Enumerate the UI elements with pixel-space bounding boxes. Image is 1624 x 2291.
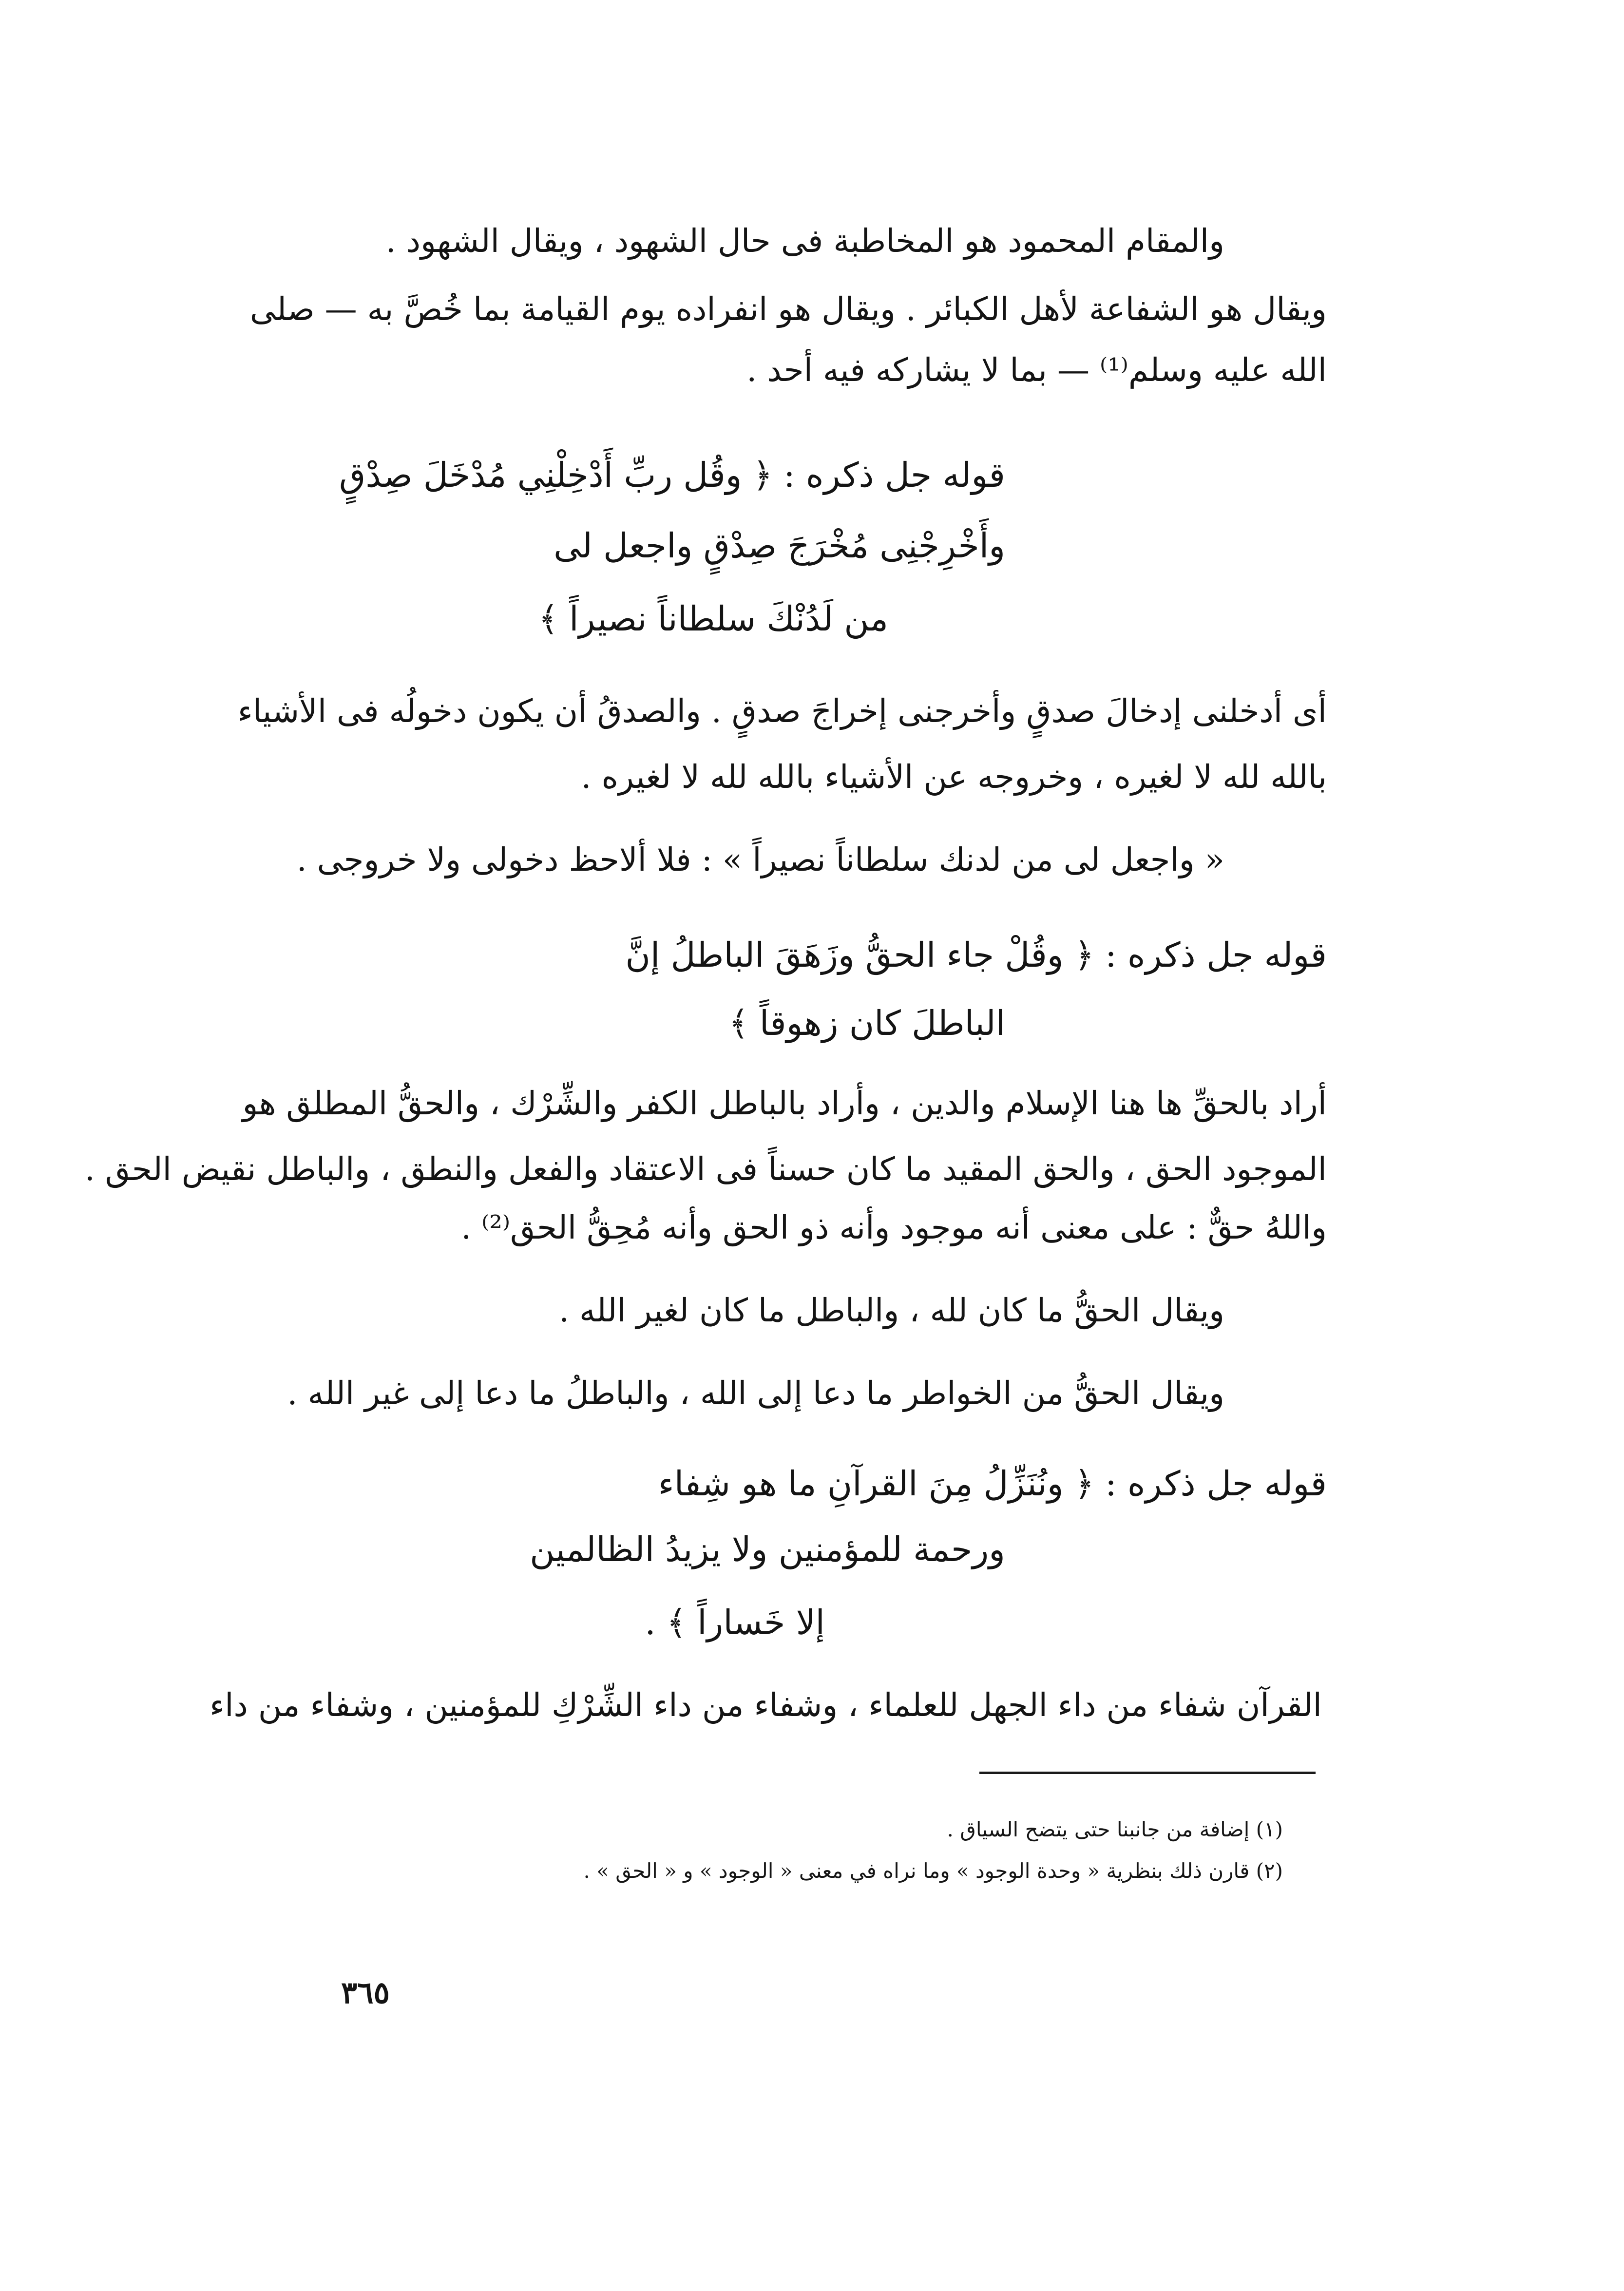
paragraph-haqq-line-1: أراد بالحقِّ ها هنا الإسلام والدين ، وأراد بالباطل الكفر والشِّرْك ، والحقُّ المطلق هو bbox=[242, 1085, 1327, 1122]
verse-3-line-3: إلا خَساراً ﴾ . bbox=[645, 1603, 825, 1642]
footnote-2: (٢) قارن ذلك بنظرية « وحدة الوجود » وما نراه في معنى « الوجود » و « الحق » . bbox=[583, 1859, 1283, 1883]
verse-2-line-2: الباطلَ كان زهوقاً ﴾ bbox=[728, 1003, 1005, 1043]
page-number: ٣٦٥ bbox=[341, 1975, 390, 2010]
footnote-divider bbox=[979, 1772, 1316, 1774]
paragraph-haqq-line-3: واللهُ حقٌّ : على معنى أنه موجود وأنه ذو الحق وأنه مُحِقُّ الحق⁽²⁾ . bbox=[461, 1209, 1327, 1246]
paragraph-khawatir: ويقال الحقُّ من الخواطر ما دعا إلى الله ، والباطلُ ما دعا إلى غير الله . bbox=[287, 1375, 1224, 1412]
verse-1-line-2: وأَخْرِجْنِى مُخْرَجَ صِدْقٍ واجعل لى bbox=[554, 526, 1005, 566]
verse-2-line-1: قوله جل ذكره : ﴿ وقُلْ جاء الحقُّ وزَهَقَ الباطلُ إنَّ bbox=[625, 935, 1327, 975]
paragraph-maqam-mahmud: والمقام المحمود هو المخاطبة فى حال الشهود ، ويقال الشهود . bbox=[385, 222, 1224, 260]
paragraph-shafaa-line-1: ويقال هو الشفاعة لأهل الكبائر . ويقال هو انفراده يوم القيامة بما خُصَّ به — صلى bbox=[249, 290, 1327, 328]
verse-1-line-1: قوله جل ذكره : ﴿ وقُل ربِّ أَدْخِلْنِي مُدْخَلَ صِدْقٍ bbox=[339, 455, 1005, 495]
paragraph-sidq-line-1: أى أدخلنى إدخالَ صدقٍ وأخرجنى إخراجَ صدقٍ . والصدقُ أن يكون دخولُه فى الأشياء bbox=[237, 692, 1327, 730]
paragraph-shifaa: القرآن شفاء من داء الجهل للعلماء ، وشفاء من داء الشِّرْكِ للمؤمنين ، وشفاء من داء bbox=[210, 1686, 1322, 1724]
paragraph-sultan: « واجعل لى من لدنك سلطاناً نصيراً » : فلا ألاحظ دخولى ولا خروجى . bbox=[296, 841, 1224, 878]
verse-3-line-2: ورحمة للمؤمنين ولا يزيدُ الظالمين bbox=[530, 1529, 1005, 1569]
paragraph-haqq-lillah: ويقال الحقُّ ما كان لله ، والباطل ما كان لغير الله . bbox=[559, 1292, 1224, 1329]
verse-3-line-1: قوله جل ذكره : ﴿ ونُنَزِّلُ مِنَ القرآنِ ما هو شِفاء bbox=[658, 1464, 1327, 1504]
verse-1-line-3: من لَدُنْكَ سلطاناً نصيراً ﴾ bbox=[538, 599, 888, 639]
paragraph-sidq-line-2: بالله لله لا لغيره ، وخروجه عن الأشياء بالله لله لا لغيره . bbox=[581, 758, 1327, 796]
footnote-1: (١) إضافة من جانبنا حتى يتضح السياق . bbox=[947, 1817, 1283, 1841]
paragraph-shafaa-line-2: الله عليه وسلم⁽¹⁾ — بما لا يشاركه فيه أحد . bbox=[746, 351, 1327, 389]
paragraph-haqq-line-2: الموجود الحق ، والحق المقيد ما كان حسناً فى الاعتقاد والفعل والنطق ، والباطل نقيض الحق . bbox=[84, 1150, 1327, 1188]
